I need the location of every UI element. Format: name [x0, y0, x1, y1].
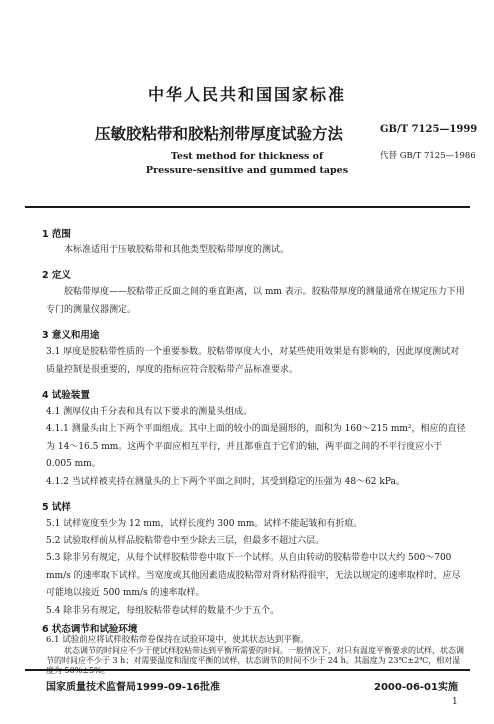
section-5-2-text: 5.2 试验取样前从样品胶粘带卷中至少除去三层，但最多不超过六层。: [46, 536, 325, 546]
section-1-text: 本标准适用于压敏胶粘带和其他类型胶粘带厚度的测试。: [64, 245, 290, 255]
section-5-4-text: 5.4 除非另有规定，每组胶粘带卷试样的数量不少于五个。: [46, 606, 280, 616]
page-number: 1: [452, 697, 458, 707]
section-3-1-text: 3.1 厚度是胶粘带性质的一个重要参数。胶粘带厚度大小，对某些使用效果是有影响的，因此厚度测试对质量控制是很重要的，厚度的指标应符合胶粘带产品标准要求。: [46, 347, 460, 375]
document-title: 压敏胶粘带和胶粘剂带厚度试验方法: [95, 125, 344, 143]
section-5-heading: 5 试样: [42, 502, 71, 513]
english-title-line-1: Test method for thickness of: [170, 151, 324, 162]
section-4-1-text: 4.1 测厚仪由千分表和具有以下要求的测量头组成。: [46, 407, 253, 417]
section-3-heading: 3 意义和用途: [42, 330, 100, 341]
section-4-heading: 4 试验装置: [42, 390, 90, 401]
section-1-heading: 1 范围: [42, 229, 71, 240]
header-divider: [25, 206, 470, 208]
section-6-1-text: 6.1 试验前应将试样胶粘带卷保持在试验环境中，使其状态达到平衡。: [46, 635, 309, 645]
section-4-1-2-text: 4.1.2 当试样被夹持在测量头的上下两个平面之间时，其受到稳定的压强为 48～62 kPa。: [46, 477, 405, 487]
implementation-date: 2000-06-01实施: [374, 682, 458, 693]
section-2-text: 胶粘带厚度——胶粘带正反面之间的垂直距离，以 mm 表示。胶粘带厚度的测量通常在规定压力下用专门的测量仪器测定。: [46, 287, 465, 315]
replaces-standard: 代替 GB/T 7125—1986: [380, 151, 476, 161]
section-5-3-text: 5.3 除非另有规定，从每个试样胶粘带卷中取下一个试样。从自由转动的胶粘带卷中以大约 500～700 mm/s 的速率取下试样。当宽度或其他因素造成胶粘带对背材粘得很牢，无法以规定的速率取样时，应尽可能地以接近 500 mm/s 的速率取样。: [46, 553, 461, 598]
standard-code: GB/T 7125—1999: [380, 124, 478, 135]
section-2-heading: 2 定义: [42, 270, 71, 281]
national-standard-header: 中华人民共和国国家标准: [147, 85, 346, 104]
section-5-1-text: 5.1 试样宽度至少为 12 mm，试样长度约 300 mm。试样不能起皱和有折痕。: [46, 519, 363, 529]
section-4-1-1-text: 4.1.1 测量头由上下两个平面组成。其中上面的较小的面是圆形的，面积为 160～215 mm²，相应的直径为 14～16.5 mm。这两个平面应相互平行，并且都垂直于它们的轴，两平面之间的不平行度应小于 0.005 mm。: [46, 424, 466, 469]
approval-date: 国家质量技术监督局1999-09-16批准: [46, 682, 220, 693]
footer-divider: [25, 669, 470, 671]
english-title-line-2: Pressure-sensitive and gummed tapes: [145, 165, 349, 176]
section-6-1-paragraph: 状态调节的时间应不少于使试样胶粘带达到平衡所需要的时间。一般情况下，对只有温度平衡要求的试样，状态调节的时间应不少于 3 h；对需要温度和湿度平衡的试样，状态调节的时间不少于 24 h。其温度为 23℃±2℃，相对湿: [46, 646, 464, 665]
section-6-heading: 6 状态调节和试验环境: [42, 624, 138, 635]
